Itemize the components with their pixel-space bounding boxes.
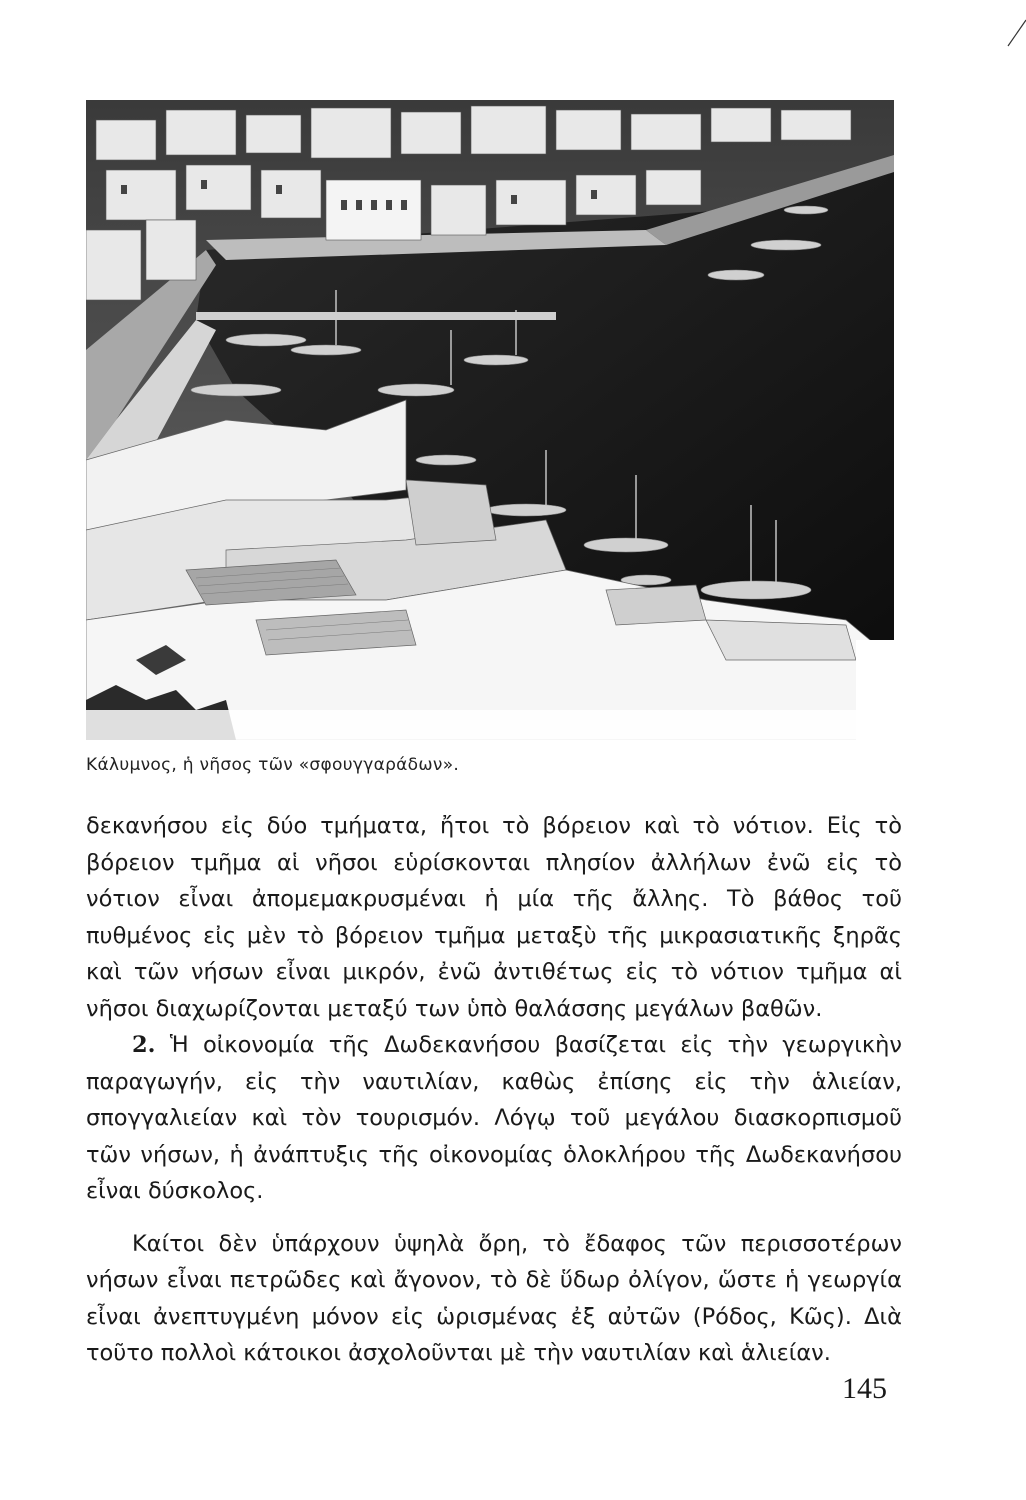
paragraph-3: Καίτοι δὲν ὑπάρχουν ὑψηλὰ ὄρη, τὸ ἔδαφος τῶν περισσοτέρων νήσων εἶναι πετρῶδες καὶ ἄγονον, τὸ δὲ ὕδωρ ὀλίγον, ὥστε ἡ γεωργία εἶναι ἀνεπτυγμένη μόνον εἰς ὡρισμένας ἐξ αὐτῶν (Ρόδος, Κῶς). Διὰ τοῦτο πολλοὶ κάτοικοι ἀσχολοῦνται μὲ τὴν ναυτιλίαν καὶ ἁλιείαν. <box>86 1230 902 1366</box>
corner-pencil-mark <box>1004 18 1026 48</box>
body-text <box>86 808 902 1372</box>
paragraph-2 <box>86 1027 902 1210</box>
paragraph-number: 2. <box>132 1032 156 1058</box>
photo-caption: Κάλυμνος, ἡ νῆσος τῶν «σφουγγαράδων». <box>86 755 460 775</box>
harbour-photo-drawing <box>86 100 894 740</box>
paragraph-1: δεκανήσου εἰς δύο τμήματα, ἤτοι τὸ βόρειον καὶ τὸ νότιον. Εἰς τὸ βόρειον τμῆμα αἱ νῆσοι εὑρίσκονται πλησίον ἀλλήλων ἐνῶ εἰς τὸ νότιον εἶναι ἀπομεμακρυσμέναι ἡ μία τῆς ἄλλης. Τὸ βάθος τοῦ πυθμένος εἰς μὲν τὸ βόρειον τμῆμα μεταξὺ τῆς μικρασιατικῆς ξηρᾶς καὶ τῶν νήσων εἶναι μικρόν, ἐνῶ ἀντιθέτως εἰς τὸ νότιον τμῆμα αἱ νῆσοι διαχωρίζονται μεταξύ των ὑπὸ θαλάσσης μεγάλων βαθῶν. <box>86 813 902 1022</box>
harbour-photo <box>86 100 894 740</box>
page-number: 145 <box>842 1372 887 1405</box>
paragraph-2-text: Ἡ οἰκονομία τῆς Δωδεκανήσου βασίζεται εἰς τὴν γεωργικὴν παραγωγήν, εἰς τὴν ναυτιλίαν, καθὼς ἐπίσης εἰς τὴν ἁλιείαν, σπογγαλιείαν καὶ τὸν τουρισμόν. Λόγῳ τοῦ μεγάλου διασκορπισμοῦ τῶν νήσων, ἡ ἀνάπτυξις τῆς οἰκονομίας ὁλοκλήρου τῆς Δωδεκανήσου εἶναι δύσκολος. <box>86 1032 902 1204</box>
